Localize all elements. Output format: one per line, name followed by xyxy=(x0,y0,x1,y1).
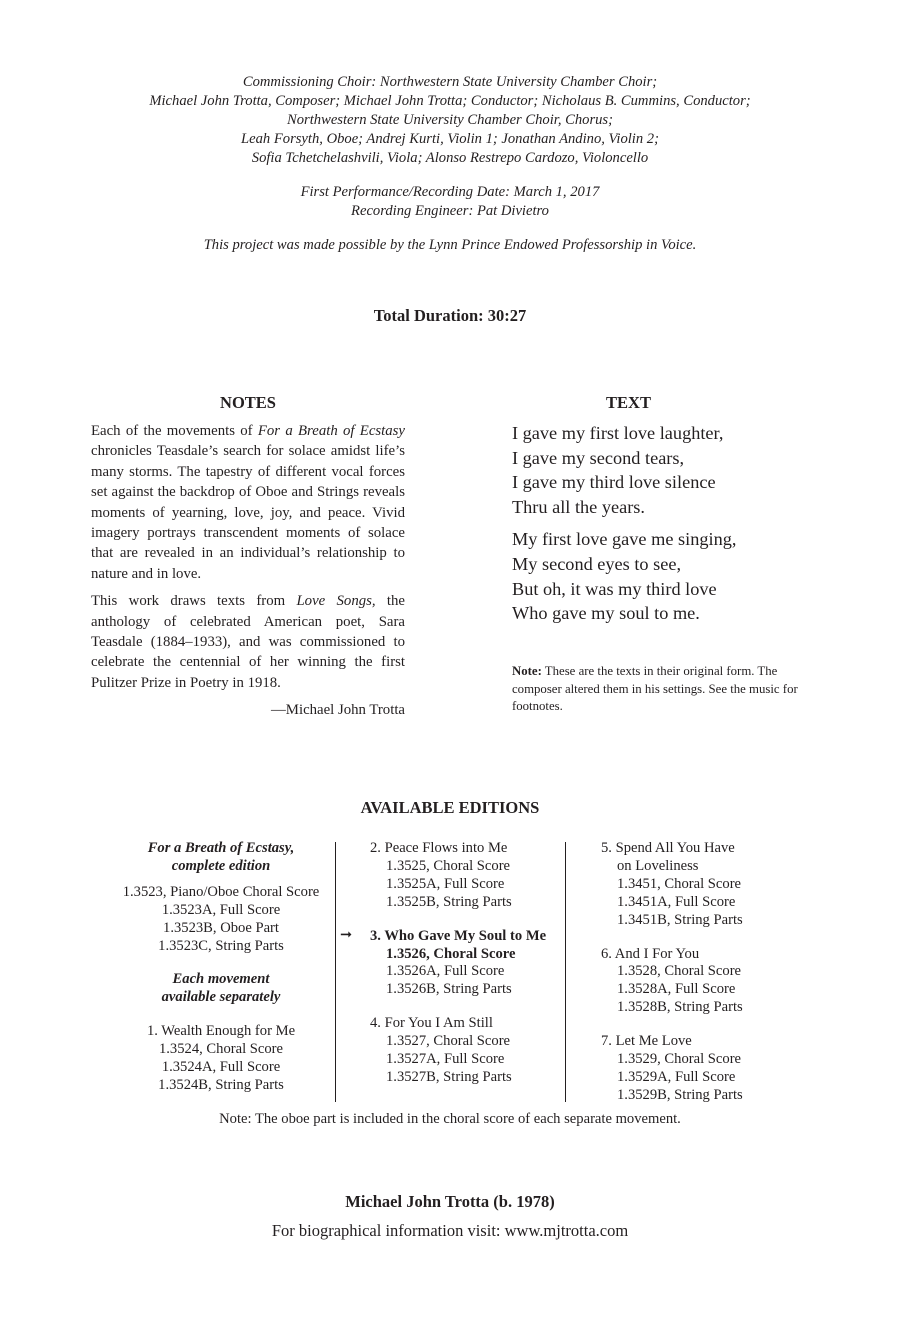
edition-item: 1.3523B, Oboe Part xyxy=(163,919,279,936)
credit-line: Sofia Tchetchelashvili, Viola; Alonso Restrepo Cardozo, Violoncello xyxy=(251,150,649,166)
edition-item-selected: 1.3526, Choral Score xyxy=(386,945,516,962)
edition-item: 1.3525B, String Parts xyxy=(386,893,512,910)
poem-line: Who gave my soul to me. xyxy=(512,603,700,624)
movement-title: 6. And I For You xyxy=(601,945,700,962)
edition-item: 1.3523A, Full Score xyxy=(161,901,281,918)
editions-column-1 xyxy=(112,840,330,1111)
edition-item: 1.3529A, Full Score xyxy=(617,1068,736,1085)
recording-engineer: Recording Engineer: Pat Divietro xyxy=(351,203,549,219)
bio-link-line: For biographical information visit: www.mjtrotta.com xyxy=(271,1221,629,1240)
edition-item: 1.3528, Choral Score xyxy=(617,963,742,980)
edition-item: 1.3527B, String Parts xyxy=(386,1068,512,1085)
movement-2 xyxy=(370,840,560,912)
poem-line: I gave my third love silence xyxy=(512,472,716,493)
poem-line: My second eyes to see, xyxy=(512,553,682,574)
credits-block xyxy=(0,73,900,255)
edition-item: 1.3526B, String Parts xyxy=(386,981,512,998)
movement-title: on Loveliness xyxy=(617,857,699,874)
notes-heading: NOTES xyxy=(220,393,276,412)
movement-title: 1. Wealth Enough for Me xyxy=(146,1023,296,1040)
edition-item: 1.3523C, String Parts xyxy=(158,937,284,954)
credit-line: Leah Forsyth, Oboe; Andrej Kurti, Violin 1; Jonathan Andino, Violin 2; xyxy=(241,131,659,147)
edition-item: 1.3526A, Full Score xyxy=(386,963,505,980)
credit-line: Michael John Trotta, Composer; Michael John Trotta; Conductor; Nicholaus B. Cummins, Conductor; xyxy=(149,93,751,109)
editions-column-2 xyxy=(340,840,560,1103)
poem-stanza xyxy=(512,421,736,519)
notes-paragraph: Each of the movements of For a Breath of Ecstasy chronicles Teasdale’s search for solace amidst life’s many storms. The tapestry of different vocal forces set against the backdrop of Oboe and Strings reveals moments of yearning, love, joy, and peace. Vivid imagery portrays transcendent moments of solace that are revealed in an individual’s relationship to nature and in love. xyxy=(91,423,405,582)
edition-item: 1.3524A, Full Score xyxy=(161,1059,281,1076)
movement-7 xyxy=(601,1033,801,1105)
editions-footnote: Note: The oboe part is included in the choral score of each separate movement. xyxy=(219,1111,681,1127)
edition-item: 1.3527, Choral Score xyxy=(386,1033,511,1050)
text-note: Note: These are the texts in their original form. The composer altered them in his settings. See the music for footnotes. xyxy=(512,664,798,713)
movement-5 xyxy=(601,840,801,930)
edition-item: 1.3524, Choral Score xyxy=(158,1041,284,1058)
separate-heading: Each movement available separately xyxy=(161,971,281,1006)
poem-line: I gave my second tears, xyxy=(512,447,685,468)
edition-item: 1.3523, Piano/Oboe Choral Score xyxy=(122,883,320,900)
movement-title: 2. Peace Flows into Me xyxy=(370,840,508,856)
notes-signature: —Michael John Trotta xyxy=(271,702,405,719)
text-heading: TEXT xyxy=(606,393,651,412)
poem-line: But oh, it was my third love xyxy=(512,578,717,599)
edition-item: 1.3525, Choral Score xyxy=(386,857,511,874)
composer-name: Michael John Trotta (b. 1978) xyxy=(345,1192,555,1211)
movement-title: 4. For You I Am Still xyxy=(370,1015,493,1032)
movement-title-selected: ➞ 3. Who Gave My Soul to Me xyxy=(340,926,547,944)
edition-item: 1.3529B, String Parts xyxy=(617,1086,743,1103)
poem-line: My first love gave me singing, xyxy=(512,529,737,550)
edition-item: 1.3451B, String Parts xyxy=(617,911,743,928)
notes-body xyxy=(91,421,405,721)
sponsor-line: This project was made possible by the Lynn Prince Endowed Professorship in Voice. xyxy=(203,237,697,253)
notes-paragraph: This work draws texts from Love Songs, the anthology of celebrated American poet, Sara Teasdale (1884–1933), and was commissioned to celebrate the centennial of her winning the first Pulitzer Prize in Poetry in 1918. xyxy=(91,593,406,691)
total-duration: Total Duration: 30:27 xyxy=(373,306,527,325)
editions-column-3 xyxy=(601,840,801,1121)
credit-line: Northwestern State University Chamber Choir, Chorus; xyxy=(287,112,613,128)
poem-line: I gave my first love laughter, xyxy=(512,423,724,443)
edition-item: 1.3527A, Full Score xyxy=(386,1051,505,1068)
movement-6 xyxy=(601,946,801,1018)
complete-edition: For a Breath of Ecstasy, complete edition 1.3523, Piano/Oboe Choral Score 1.3523A, Full Score 1.3523B, Oboe Part 1.3523C, String Parts xyxy=(112,840,330,955)
editions-heading: AVAILABLE EDITIONS xyxy=(360,798,540,817)
movement-1 xyxy=(112,1023,330,1095)
poem-stanza xyxy=(512,527,736,625)
arrow-right-icon: ➞ xyxy=(340,926,353,943)
movement-4 xyxy=(370,1015,560,1087)
performance-date: First Performance/Recording Date: March 1, 2017 xyxy=(300,184,600,200)
movement-3 xyxy=(340,926,560,1000)
edition-item: 1.3528A, Full Score xyxy=(617,981,736,998)
edition-item: 1.3525A, Full Score xyxy=(386,875,505,892)
poem-line: Thru all the years. xyxy=(512,496,645,517)
movement-title: 5. Spend All You Have xyxy=(601,840,735,856)
poem xyxy=(512,421,736,634)
edition-item: 1.3528B, String Parts xyxy=(617,999,743,1016)
credit-line: Commissioning Choir: Northwestern State University Chamber Choir; xyxy=(242,74,658,90)
edition-item: 1.3524B, String Parts xyxy=(158,1076,284,1093)
edition-item: 1.3451, Choral Score xyxy=(617,875,742,892)
column-divider xyxy=(565,842,566,1102)
movement-title: 7. Let Me Love xyxy=(601,1033,692,1050)
column-divider xyxy=(335,842,336,1102)
edition-item: 1.3451A, Full Score xyxy=(617,893,736,910)
edition-item: 1.3529, Choral Score xyxy=(617,1051,742,1068)
